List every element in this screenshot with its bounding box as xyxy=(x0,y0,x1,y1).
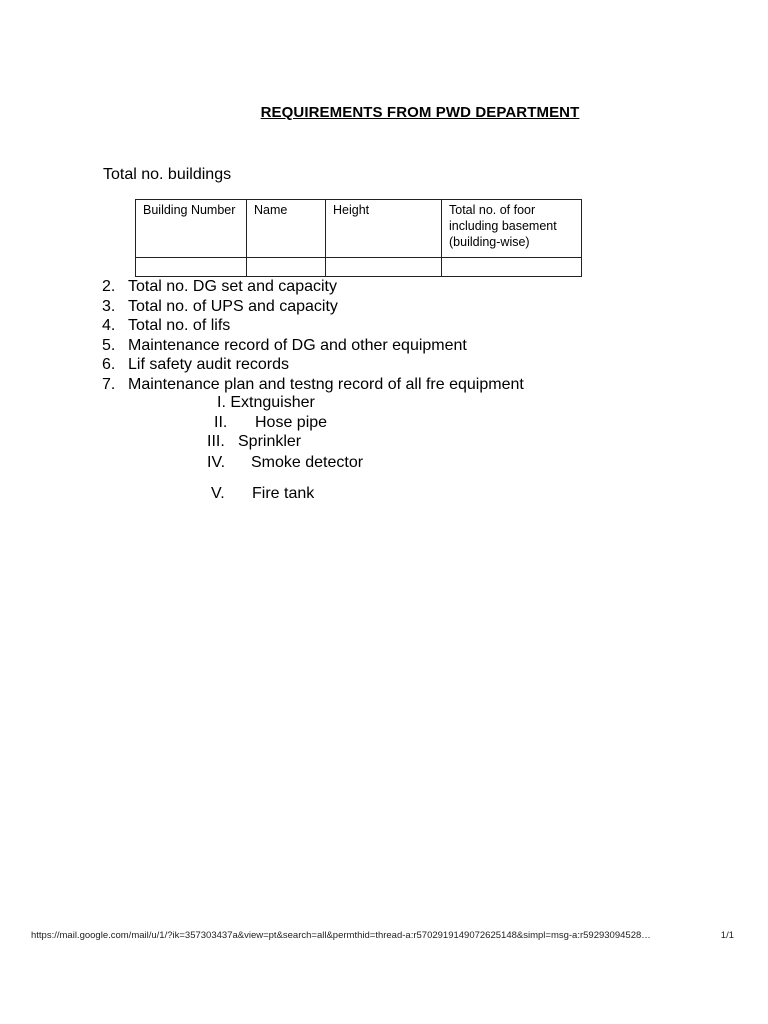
list-item-number: 3. xyxy=(102,297,116,315)
document-title: REQUIREMENTS FROM PWD DEPARTMENT xyxy=(260,104,580,121)
sublist-item-number: V. xyxy=(211,485,225,502)
header-total-floors: Total no. of foor including basement (building-wise) xyxy=(442,200,582,258)
list-item-text: Maintenance plan and testng record of all fre equipment xyxy=(128,375,524,393)
table-cell xyxy=(442,258,582,277)
list-item xyxy=(102,316,524,336)
table-cell xyxy=(247,258,326,277)
table-cell xyxy=(136,258,247,277)
list-item-number: 7. xyxy=(102,375,116,393)
sublist-item-text: Fire tank xyxy=(252,485,315,502)
sublist-item-number: III. xyxy=(207,433,225,450)
table-row xyxy=(136,258,582,277)
page-counter: 1/1 xyxy=(720,930,734,941)
sublist-item-text: Smoke detector xyxy=(251,454,364,471)
list-item-number: 4. xyxy=(102,317,116,334)
list-item-number: 5. xyxy=(102,336,116,354)
table-cell xyxy=(326,258,442,277)
table-header-row xyxy=(136,200,582,258)
list-item xyxy=(102,375,524,395)
sublist-item-number: II. xyxy=(214,414,228,431)
sublist-item-text: Sprinkler xyxy=(238,433,302,450)
requirements-list xyxy=(102,277,524,394)
sublist-item-number: I. xyxy=(217,394,226,411)
sublist-item-number: IV. xyxy=(207,454,226,471)
header-name: Name xyxy=(247,200,326,258)
sublist-item xyxy=(217,394,315,412)
print-footer-url: https://mail.google.com/mail/u/1/?ik=357303437a&view=pt&search=all&permthid=thread-a:r5702919149072625148&simpl=msg-a:r59293094528… xyxy=(31,930,651,941)
sublist-item xyxy=(207,454,363,472)
buildings-table xyxy=(135,199,582,277)
list-item-number: 2. xyxy=(102,278,116,295)
list-item-text: Total no. of UPS and capacity xyxy=(128,297,338,315)
list-item-number: 6. xyxy=(102,356,116,373)
header-building-number: Building Number xyxy=(136,200,247,258)
list-item-text: Total no. of lifs xyxy=(128,317,231,334)
list-item-text: Total no. DG set and capacity xyxy=(128,278,337,295)
sublist-item xyxy=(214,414,327,432)
list-item xyxy=(102,355,524,375)
sublist-item xyxy=(207,433,301,451)
sublist-item-text: Extnguisher xyxy=(230,394,315,411)
buildings-heading: Total no. buildings xyxy=(103,166,232,183)
list-item-text: Lif safety audit records xyxy=(128,356,289,373)
list-item-text: Maintenance record of DG and other equipment xyxy=(128,336,467,354)
list-item xyxy=(102,277,524,297)
list-item xyxy=(102,297,524,317)
header-height: Height xyxy=(326,200,442,258)
sublist-item xyxy=(211,485,314,503)
list-item xyxy=(102,336,524,356)
sublist-item-text: Hose pipe xyxy=(255,414,328,431)
